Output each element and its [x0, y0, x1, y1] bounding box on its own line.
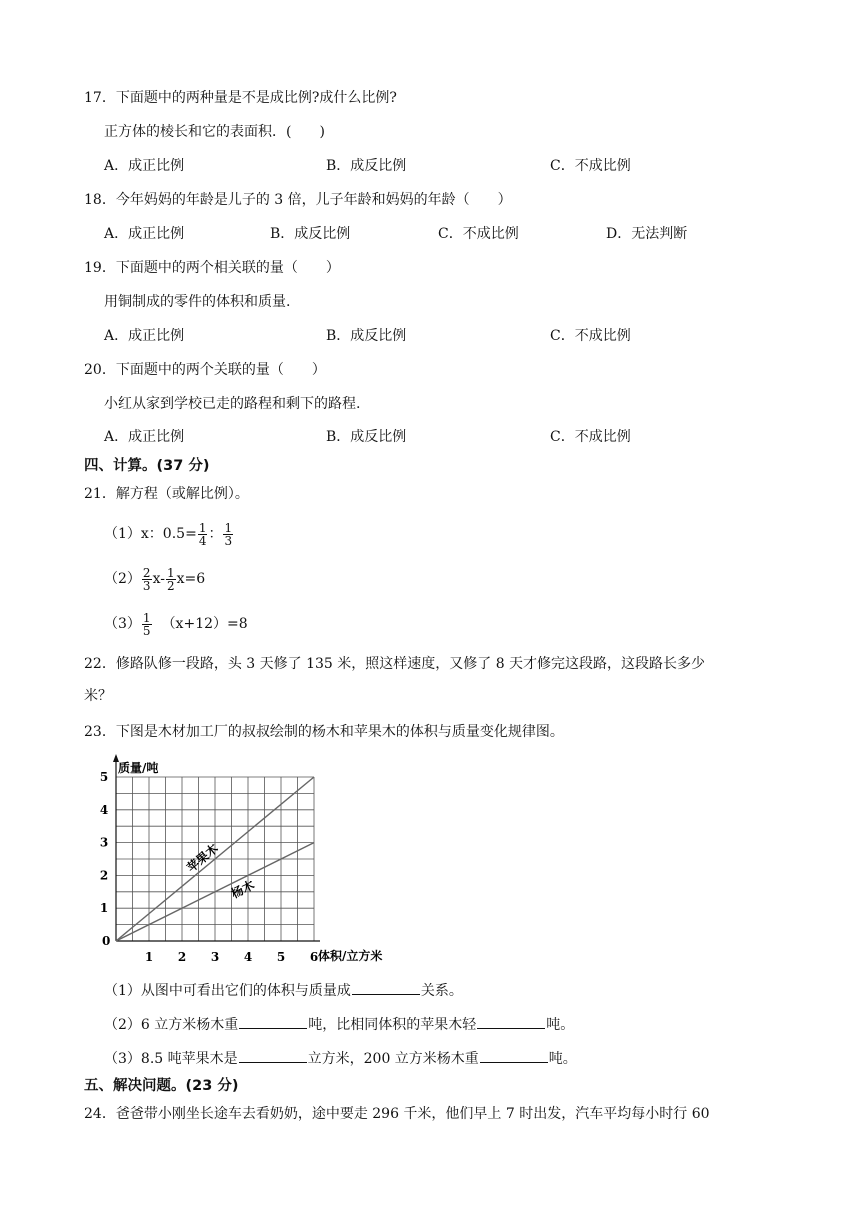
y-tick-label: 5	[99, 770, 109, 784]
q18-stem: 18．今年妈妈的年龄是儿子的 3 倍，儿子年龄和妈妈的年龄（ ）	[84, 192, 512, 208]
q20-option-c[interactable]: C．不成比例	[550, 429, 631, 445]
q17-stem: 17．下面题中的两种量是不是成比例?成什么比例?	[84, 90, 397, 106]
section-heading-problems: 五、解决问题。(23 分)	[84, 1078, 239, 1094]
fraction: $\frac{1}{4}$	[198, 520, 207, 548]
fraction: $\frac{1}{5}$	[142, 610, 151, 638]
q18-option-b[interactable]: B．成反比例	[270, 226, 351, 242]
y-axis-label: 质量/吨	[118, 761, 159, 775]
x-tick-label: 5	[276, 950, 286, 964]
y-tick-label: 3	[99, 835, 109, 850]
q23-sub3: （3）8.5 吨苹果木是 立方米，200 立方米杨木重 吨。	[104, 1048, 577, 1069]
q17-option-c[interactable]: C．不成比例	[550, 158, 631, 174]
fraction: $\frac{1}{3}$	[224, 520, 233, 548]
q19-option-c[interactable]: C．不成比例	[550, 328, 631, 344]
q20-sub: 小红从家到学校已走的路程和剩下的路程.	[104, 396, 361, 412]
q20-stem: 20．下面题中的两个关联的量（ ）	[84, 362, 326, 378]
y-tick-label: 4	[99, 802, 109, 817]
answer-blank[interactable]	[480, 1048, 548, 1063]
q18-option-a[interactable]: A．成正比例	[104, 226, 185, 242]
q17-sub: 正方体的棱长和它的表面积．( )	[104, 124, 325, 140]
answer-blank[interactable]	[352, 980, 420, 995]
series-label: 苹果木	[184, 841, 221, 875]
q17-option-a[interactable]: A．成正比例	[104, 158, 185, 174]
q20-option-b[interactable]: B．成反比例	[326, 429, 407, 445]
x-tick-label: 1	[144, 950, 154, 964]
x-tick-label: 6	[309, 950, 319, 964]
x-tick-label: 3	[210, 950, 220, 964]
q19-option-a[interactable]: A．成正比例	[104, 328, 185, 344]
q20-option-a[interactable]: A．成正比例	[104, 429, 185, 445]
q22-line2: 米？	[84, 688, 112, 704]
q18-option-c[interactable]: C．不成比例	[438, 226, 519, 242]
fraction: $\frac{2}{3}$	[142, 565, 151, 593]
fraction: $\frac{1}{2}$	[166, 565, 175, 593]
q19-stem: 19．下面题中的两个相关联的量（ ）	[84, 260, 340, 276]
y-tick-label: 1	[99, 901, 109, 916]
q21-part3: （3） $\frac{1}{5}$ （x+12）=8	[104, 610, 248, 638]
q17-option-b[interactable]: B．成反比例	[326, 158, 407, 174]
series-label: 杨木	[229, 877, 257, 902]
y-tick-label: 2	[99, 868, 109, 883]
q23-stem: 23．下图是木材加工厂的叔叔绘制的杨木和苹果木的体积与质量变化规律图。	[84, 724, 564, 740]
section-heading-calc: 四、计算。(37 分)	[84, 458, 210, 474]
x-axis-label: 体积/立方米	[318, 949, 383, 963]
q23-sub1: （1）从图中可看出它们的体积与质量成 关系。	[104, 980, 463, 1001]
q21-part2: （2） $\frac{2}{3}$ x- $\frac{1}{2}$ x=6	[104, 565, 206, 593]
answer-blank[interactable]	[239, 1048, 307, 1063]
q21-p1-pre: （1）x：0.5=	[104, 526, 197, 542]
volume-mass-chart	[98, 748, 408, 970]
q19-option-b[interactable]: B．成反比例	[326, 328, 407, 344]
x-tick-label: 0	[102, 934, 111, 948]
answer-blank[interactable]	[239, 1014, 307, 1029]
q19-sub: 用铜制成的零件的体积和质量.	[104, 294, 291, 310]
q18-option-d[interactable]: D．无法判断	[606, 226, 688, 242]
x-tick-label: 2	[177, 950, 187, 964]
q21-stem: 21．解方程（或解比例）。	[84, 486, 249, 502]
q22-line1: 22．修路队修一段路，头 3 天修了 135 米，照这样速度，又修了 8 天才修完这段路，这段路长多少	[84, 656, 706, 672]
answer-blank[interactable]	[477, 1014, 545, 1029]
q24-line1: 24．爸爸带小刚坐长途车去看奶奶，途中要走 296 千米，他们早上 7 时出发，汽车平均每小时行 60	[84, 1106, 710, 1122]
x-tick-label: 4	[243, 950, 253, 964]
q23-sub2: （2）6 立方米杨木重 吨，比相同体积的苹果木轻 吨。	[104, 1014, 574, 1035]
q21-part1: （1）x：0.5= $\frac{1}{4}$ ： $\frac{1}{3}$	[104, 520, 233, 548]
